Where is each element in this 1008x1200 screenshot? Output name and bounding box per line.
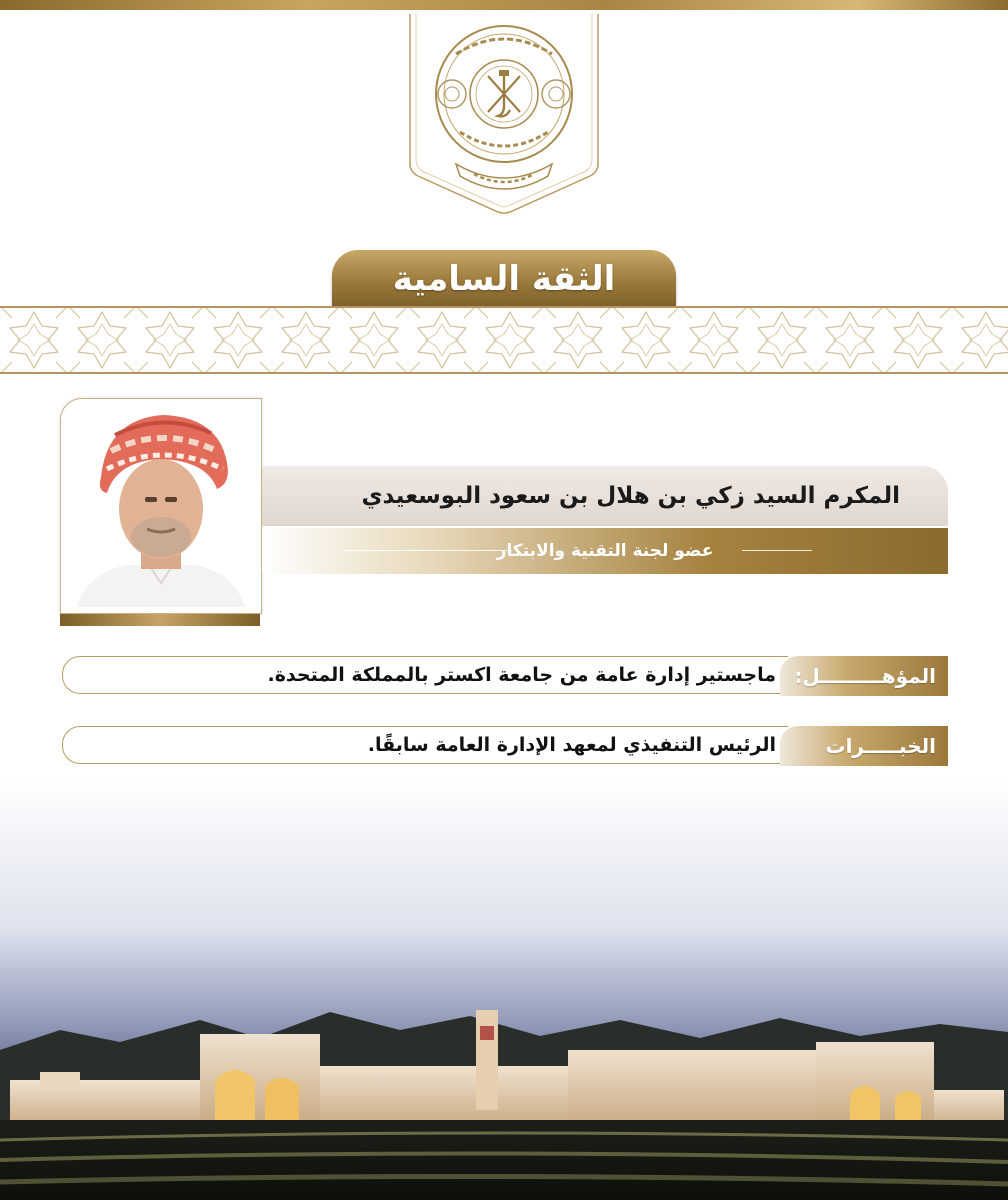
council-of-state-emblem-icon bbox=[436, 26, 572, 189]
member-portrait-photo bbox=[67, 405, 255, 607]
page-title-tab bbox=[332, 250, 676, 308]
experience-value-box bbox=[62, 726, 788, 764]
experience-row bbox=[62, 726, 948, 766]
experience-label: الخبـــــرات bbox=[825, 734, 936, 758]
council-emblem-frame bbox=[408, 14, 600, 214]
member-name: المكرم السيد زكي بن هلال بن سعود البوسعيدي bbox=[361, 483, 900, 509]
qualification-row bbox=[62, 656, 948, 696]
qualification-value-box bbox=[62, 656, 788, 694]
portrait-frame bbox=[60, 398, 262, 614]
qualification-label-box bbox=[780, 656, 948, 696]
member-role: عضو لجنة التقنية والابتكار bbox=[496, 541, 714, 561]
experience-label-box bbox=[780, 726, 948, 766]
portrait-gold-bar bbox=[60, 614, 260, 626]
geometric-pattern-band bbox=[0, 306, 1008, 374]
qualification-value: ماجستير إدارة عامة من جامعة اكستر بالمملكة المتحدة. bbox=[267, 664, 776, 686]
top-gold-bar bbox=[0, 0, 1008, 10]
member-role-box bbox=[262, 528, 948, 574]
page-title: الثقة السامية bbox=[392, 259, 616, 299]
council-building-night-scene bbox=[0, 780, 1008, 1200]
experience-value: الرئيس التنفيذي لمعهد الإدارة العامة سابقًا. bbox=[367, 734, 776, 756]
role-divider-right bbox=[742, 550, 812, 551]
member-name-box bbox=[262, 466, 948, 526]
qualification-label: المؤهـــــــــل: bbox=[794, 664, 936, 688]
